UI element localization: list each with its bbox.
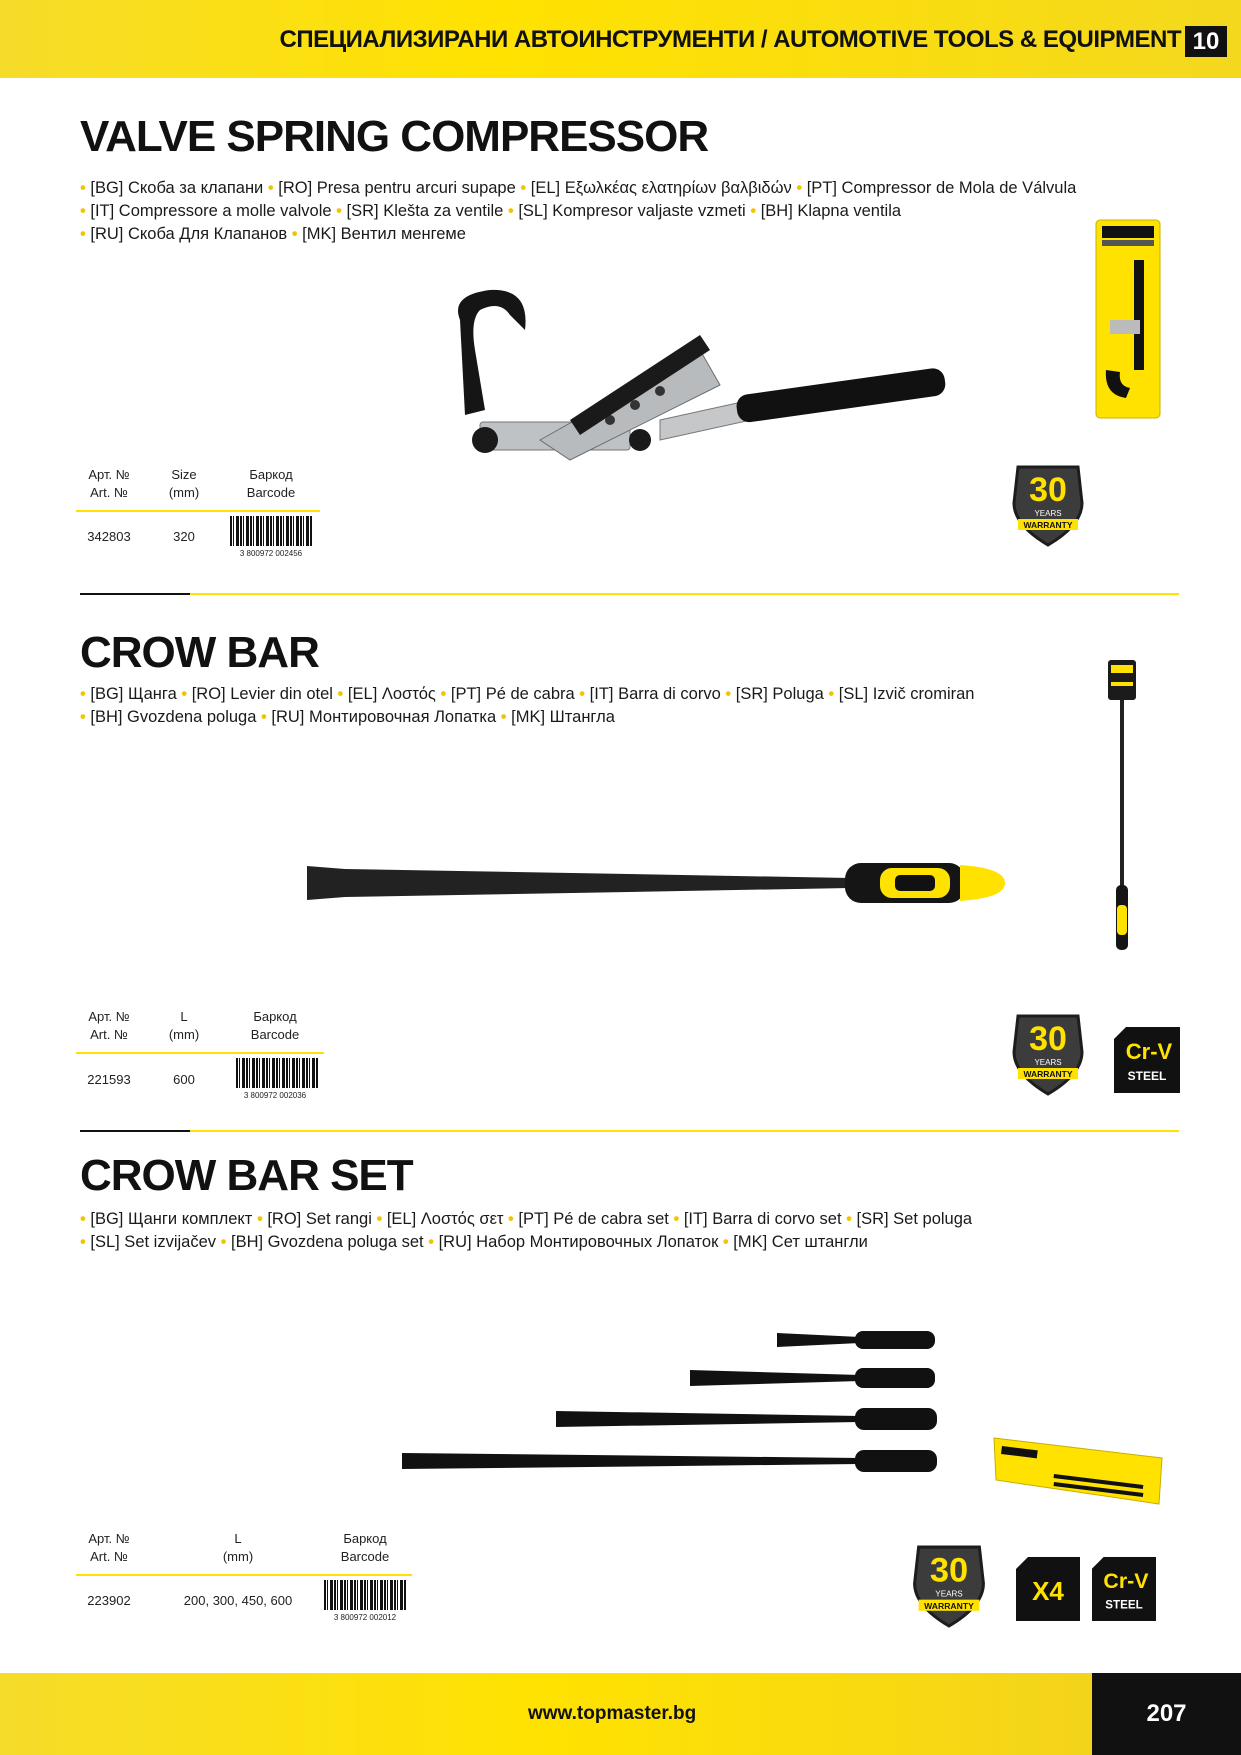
length-value: 600 [173,1072,195,1087]
warranty-30-years-badge [1010,463,1086,548]
length-unit: (mm) [168,1027,200,1042]
translations-crow-bar [80,683,974,729]
translations-crow-bar-set [80,1208,972,1254]
art-no-header: Арт. № [88,467,130,482]
art-no-header: Арт. № [88,1531,130,1546]
svg-text:WARRANTY: WARRANTY [1023,520,1073,530]
translation-item: • [IT] Barra di corvo set [673,1210,841,1228]
translation-item: • [BG] Щанги комплект [80,1210,252,1228]
size-unit: (mm) [168,485,200,500]
translation-item: • [SL] Izvič cromiran [828,685,974,703]
svg-text:YEARS: YEARS [935,1589,963,1599]
valve-spring-compressor-package [1096,220,1160,418]
translation-line [80,706,974,729]
length-header: L [234,1531,242,1546]
warranty-30-years-badge [910,1543,988,1629]
translation-item: • [MK] Вентил менгеме [292,225,466,243]
art-no-header-en: Art. № [90,1027,128,1042]
spec-table [76,466,320,566]
svg-text:STEEL: STEEL [1105,1598,1143,1612]
svg-text:YEARS: YEARS [1034,1058,1062,1067]
crow-bar-set-package [994,1438,1162,1504]
translation-item: • [RO] Levier din otel [181,685,333,703]
translation-item: • [BH] Gvozdena poluga set [221,1233,424,1251]
art-no-value: 342803 [87,529,131,544]
translation-item: • [BH] Gvozdena poluga [80,708,256,726]
translation-item: • [BG] Скоба за клапани [80,179,263,197]
table-rule [76,1574,412,1576]
size-header: Size [171,467,197,482]
translation-item: • [EL] Λοστός [338,685,436,703]
svg-text:30: 30 [929,1551,969,1590]
svg-text:WARRANTY: WARRANTY [1023,1069,1073,1079]
svg-text:X4: X4 [1032,1576,1064,1606]
translation-item: • [MK] Штангла [501,708,615,726]
art-no-header-en: Art. № [90,485,128,500]
section-number: 10 [1185,26,1227,57]
barcode-number: 3 800972 002012 [333,1613,397,1622]
translation-line [80,1231,972,1254]
barcode-image [324,1580,406,1610]
svg-text:WARRANTY: WARRANTY [924,1600,974,1611]
translation-item: • [MK] Сет штангли [723,1233,868,1251]
translation-line [80,223,1076,246]
translation-item: • [SL] Set izvijačev [80,1233,216,1251]
cr-v-steel-badge [1092,1557,1156,1621]
translation-item: • [SR] Klešta za ventile [336,202,503,220]
header-title: СПЕЦИАЛИЗИРАНИ АВТОИНСТРУМЕНТИ / AUTOMOTIVE TOOLS & EQUIPMENT [279,26,1181,53]
quantity-x4-badge [1016,1557,1080,1621]
art-no-header-en: Art. № [90,1549,128,1564]
translation-item: • [RU] Монтировочная Лопатка [261,708,496,726]
length-header: L [180,1009,188,1024]
translation-item: • [SL] Kompresor valjaste vzmeti [508,202,746,220]
crow-bar-image [305,860,1010,906]
translation-item: • [IT] Barra di corvo [579,685,721,703]
translation-item: • [PT] Pé de cabra set [508,1210,669,1228]
barcode-header: Баркод [343,1531,387,1546]
product-title-valve-spring-compressor: VALVE SPRING COMPRESSOR [80,112,709,161]
barcode-header-en: Barcode [246,485,296,500]
translation-item: • [PT] Pé de cabra [440,685,574,703]
page-number: 207 [1092,1673,1241,1755]
spec-table [76,1008,324,1108]
translation-line [80,177,1076,200]
valve-spring-compressor-image [430,290,950,470]
barcode-image [236,1058,318,1088]
svg-text:Cr-V: Cr-V [1103,1569,1149,1594]
barcode-header-en: Barcode [340,1549,390,1564]
translation-item: • [RO] Set rangi [257,1210,372,1228]
art-no-value: 223902 [87,1593,131,1608]
length-value: 200, 300, 450, 600 [183,1593,293,1608]
length-unit: (mm) [222,1549,254,1564]
translation-item: • [BH] Klapna ventila [750,202,901,220]
translations-valve-spring-compressor [80,177,1076,246]
barcode-number: 3 800972 002456 [239,549,303,558]
translation-item: • [RO] Presa pentru arcuri supape [268,179,516,197]
crow-bar-set-image [400,1325,940,1475]
crow-bar-package [1105,660,1139,952]
spec-table [76,1530,412,1630]
translation-line [80,1208,972,1231]
translation-line [80,200,1076,223]
barcode-header: Баркод [253,1009,297,1024]
svg-text:30: 30 [1029,471,1067,509]
product-title-crow-bar-set: CROW BAR SET [80,1151,413,1200]
cr-v-steel-badge [1114,1027,1180,1093]
barcode-image [230,516,312,546]
size-value: 320 [173,529,195,544]
translation-item: • [EL] Λοστός σετ [376,1210,503,1228]
footer-website-link[interactable]: www.topmaster.bg [528,1703,697,1724]
translation-item: • [IT] Compressore a molle valvole [80,202,332,220]
translation-item: • [RU] Набор Монтировочных Лопаток [428,1233,718,1251]
warranty-30-years-badge [1010,1012,1086,1097]
translation-item: • [RU] Скоба Для Клапанов [80,225,287,243]
section-divider [80,1130,1179,1132]
section-divider [80,593,1179,595]
svg-text:30: 30 [1029,1020,1067,1058]
product-title-crow-bar: CROW BAR [80,628,319,677]
translation-item: • [BG] Щанга [80,685,177,703]
translation-item: • [SR] Poluga [725,685,823,703]
svg-text:YEARS: YEARS [1034,509,1062,518]
table-rule [76,510,320,512]
translation-item: • [PT] Compressor de Mola de Válvula [796,179,1076,197]
table-rule [76,1052,324,1054]
translation-item: • [EL] Εξωλκέας ελατηρίων βαλβιδών [520,179,791,197]
barcode-header-en: Barcode [250,1027,300,1042]
barcode-header: Баркод [249,467,293,482]
translation-line [80,683,974,706]
art-no-value: 221593 [87,1072,131,1087]
svg-text:Cr-V: Cr-V [1125,1039,1173,1064]
art-no-header: Арт. № [88,1009,130,1024]
svg-text:STEEL: STEEL [1127,1069,1167,1083]
barcode-number: 3 800972 002036 [243,1091,307,1100]
translation-item: • [SR] Set poluga [846,1210,972,1228]
